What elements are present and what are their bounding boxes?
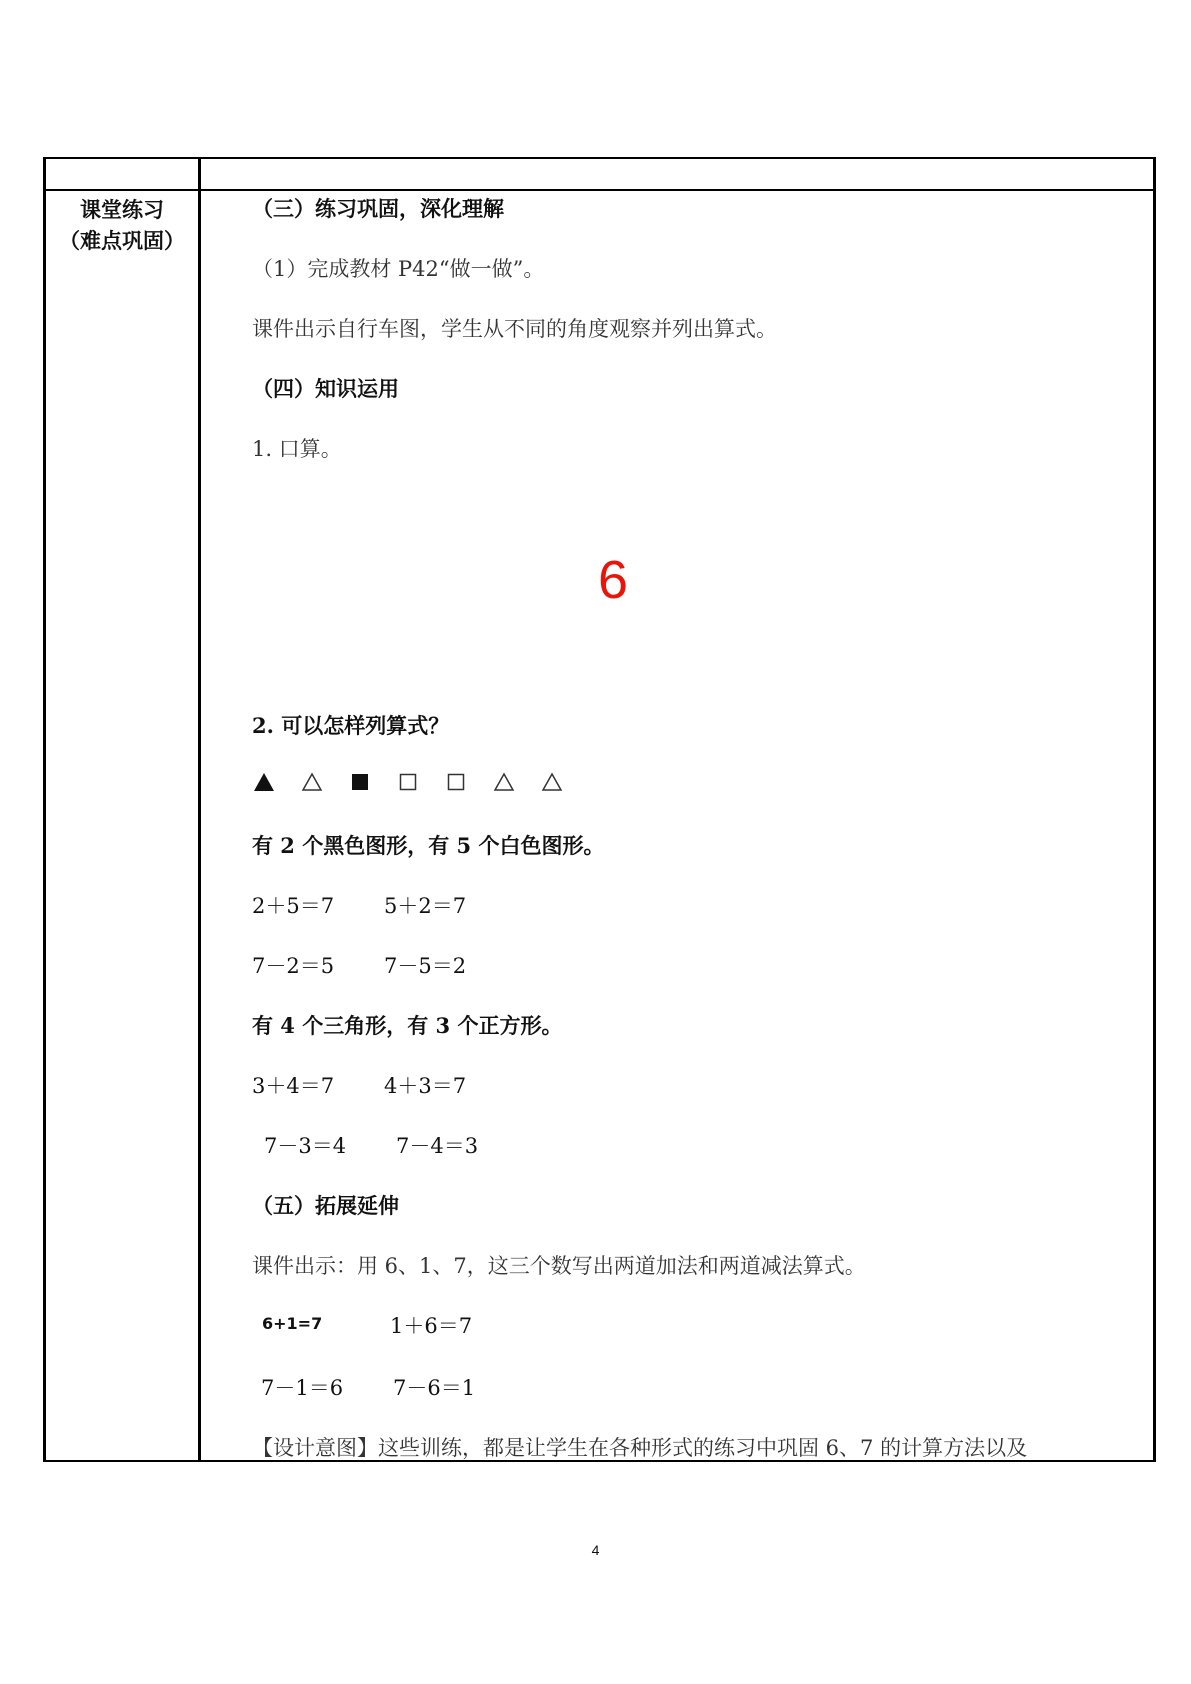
- heading-application: （四）知识运用: [252, 377, 399, 401]
- item-textbook: （1）完成教材 P42“做一做”。: [252, 257, 545, 281]
- equation: 7－2＝5: [252, 954, 335, 978]
- black-triangle-icon: [252, 770, 276, 794]
- courseware-bike-text: 课件出示自行车图，学生从不同的角度观察并列出算式。: [252, 317, 777, 341]
- equation: 3＋4＝7: [252, 1074, 335, 1098]
- heading-extension: （五）拓展延伸: [252, 1194, 399, 1218]
- equation: 7－3＝4: [264, 1134, 347, 1158]
- white-square-icon: [396, 770, 420, 794]
- equation: 4＋3＝7: [384, 1074, 467, 1098]
- heading-practice: （三）练习巩固，深化理解: [252, 197, 504, 221]
- oral-calc-text: 1. 口算。: [252, 437, 342, 461]
- equation: 1＋6＝7: [390, 1314, 473, 1338]
- desc-triangle-square: 有 4 个三角形，有 3 个正方形。: [252, 1013, 563, 1038]
- page-number: 4: [591, 1542, 600, 1558]
- black-square-icon: [348, 770, 372, 794]
- section-label-line2: （难点巩固）: [59, 229, 185, 253]
- white-square-icon: [444, 770, 468, 794]
- equation: 7－5＝2: [384, 954, 467, 978]
- equation: 7－4＝3: [396, 1134, 479, 1158]
- header-row-divider: [46, 189, 1153, 191]
- white-triangle-icon: [540, 770, 564, 794]
- courseware-numbers-text: 课件出示：用 6、1、7，这三个数写出两道加法和两道减法算式。: [252, 1254, 866, 1278]
- design-intent-text: 【设计意图】这些训练，都是让学生在各种形式的练习中巩固 6、7 的计算方法以及: [252, 1436, 1028, 1460]
- big-number-six: 6: [598, 550, 629, 610]
- white-triangle-icon: [492, 770, 516, 794]
- equation: 2＋5＝7: [252, 894, 335, 918]
- equation: 6+1=7: [262, 1314, 323, 1333]
- equation: 5＋2＝7: [384, 894, 467, 918]
- section-label-line1: 课堂练习: [80, 198, 164, 222]
- white-triangle-icon: [300, 770, 324, 794]
- equation: 7－6＝1: [393, 1376, 476, 1400]
- section-label: [46, 195, 198, 257]
- shape-row: [252, 770, 564, 794]
- equation: 7－1＝6: [261, 1376, 344, 1400]
- question-how-to-write: 2. 可以怎样列算式？: [252, 713, 450, 738]
- column-divider: [198, 159, 201, 1460]
- desc-black-white: 有 2 个黑色图形，有 5 个白色图形。: [252, 833, 605, 858]
